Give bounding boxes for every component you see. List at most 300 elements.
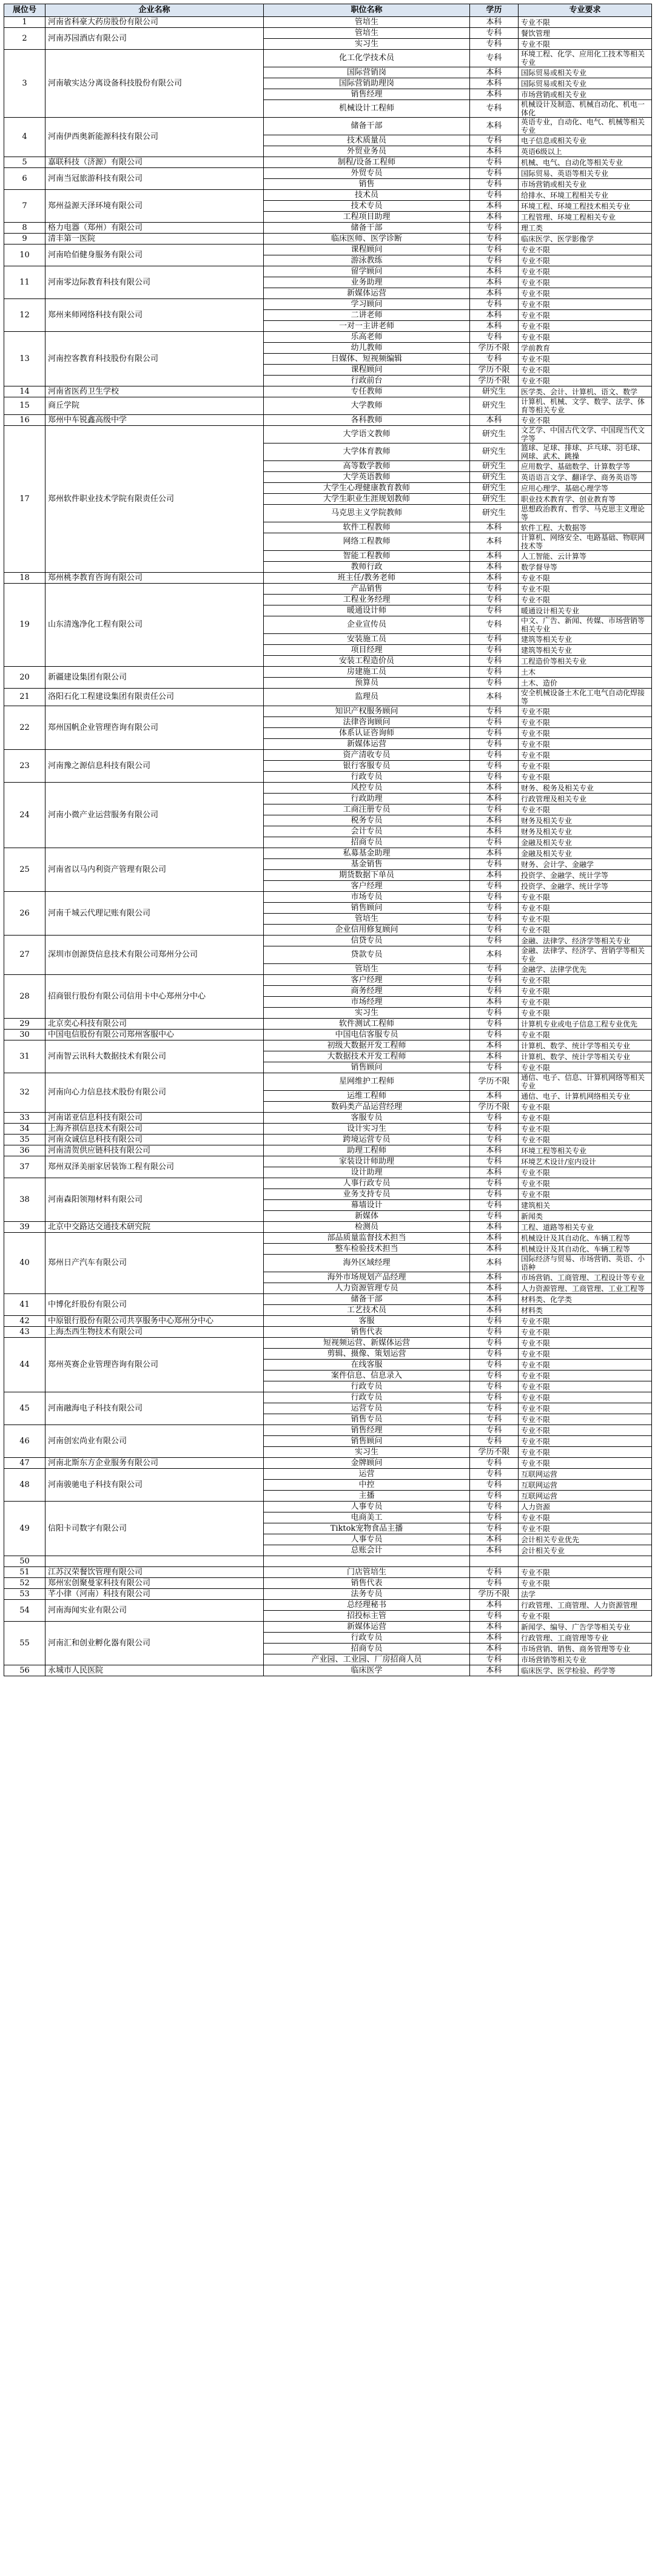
table-body	[4, 17, 652, 1676]
position-name: 设计实习生	[264, 1124, 470, 1135]
booth-number: 5	[4, 157, 45, 168]
major-requirement: 行政管理、工商管理、人力资源管理	[519, 1600, 652, 1611]
position-name: 法务专员	[264, 1589, 470, 1600]
major-requirement: 专业不限	[519, 376, 652, 386]
education-requirement: 专科	[470, 706, 519, 717]
table-row	[4, 223, 652, 234]
education-requirement: 本科	[470, 1222, 519, 1233]
education-requirement: 专科	[470, 255, 519, 266]
major-requirement: 专业不限	[519, 1124, 652, 1135]
position-name: 体系认证咨询师	[264, 728, 470, 739]
company-name: 河南豫之源信息科技有限公司	[45, 750, 264, 783]
major-requirement: 行政管理及相关专业	[519, 794, 652, 804]
company-name: 河南省以马内利资产管理有限公司	[45, 848, 264, 892]
major-requirement: 专业不限	[519, 804, 652, 815]
booth-number: 53	[4, 1589, 45, 1600]
table-row	[4, 299, 652, 310]
education-requirement: 专科	[470, 1480, 519, 1491]
education-requirement: 专科	[470, 678, 519, 689]
major-requirement: 专业不限	[519, 1062, 652, 1073]
major-requirement: 工程管理、环境工程相关专业	[519, 212, 652, 223]
major-requirement: 建筑相关	[519, 1200, 652, 1211]
header-major-requirement: 专业要求	[519, 4, 652, 17]
education-requirement: 研究生	[470, 397, 519, 415]
major-requirement: 计算机、机械、文学、数学、法学、体育等相关专业	[519, 397, 652, 415]
major-requirement: 软件工程、大数据等	[519, 522, 652, 533]
company-name: 河南苏园酒店有限公司	[45, 28, 264, 50]
position-name: 课程顾问	[264, 244, 470, 255]
position-name: 星网维护工程师	[264, 1073, 470, 1091]
education-requirement: 本科	[470, 1167, 519, 1178]
table-row	[4, 1567, 652, 1578]
position-name: 法律咨询顾问	[264, 717, 470, 728]
education-requirement: 专科	[470, 1371, 519, 1381]
booth-number: 46	[4, 1425, 45, 1458]
company-name: 北京中交路达交通技术研究院	[45, 1222, 264, 1233]
major-requirement: 篮球、足球、排球、乒乓球、羽毛球、网球、武术、跳操	[519, 443, 652, 461]
position-name: 一对一主讲老师	[264, 321, 470, 332]
position-name: 技术员	[264, 190, 470, 201]
booth-number: 26	[4, 892, 45, 936]
education-requirement: 专科	[470, 964, 519, 975]
position-name: 企业信用修复顾问	[264, 925, 470, 936]
major-requirement: 中文、广告、新闻、传媒、市场营销等相关专业	[519, 616, 652, 634]
education-requirement: 本科	[470, 118, 519, 135]
position-name: 海外市场规划产品经理	[264, 1272, 470, 1283]
company-name: 郑州来师网络科技有限公司	[45, 299, 264, 332]
education-requirement: 本科	[470, 997, 519, 1008]
booth-number: 3	[4, 50, 45, 118]
education-requirement: 本科	[470, 1233, 519, 1244]
position-name: 幼儿教师	[264, 343, 470, 354]
position-name: 知识产权服务顾问	[264, 706, 470, 717]
major-requirement: 专业不限	[519, 986, 652, 997]
table-row	[4, 1458, 652, 1469]
table-row	[4, 244, 652, 255]
booth-number: 49	[4, 1502, 45, 1556]
education-requirement: 专科	[470, 1316, 519, 1327]
major-requirement: 专业不限	[519, 1102, 652, 1113]
position-name: 工程项目助理	[264, 212, 470, 223]
major-requirement: 专业不限	[519, 1178, 652, 1189]
major-requirement: 英语专业，自动化、电气、机械等相关专业	[519, 118, 652, 135]
education-requirement: 本科	[470, 1545, 519, 1556]
education-requirement: 本科	[470, 1633, 519, 1644]
company-name: 郑州宏创聚曼家科技有限公司	[45, 1578, 264, 1589]
company-name: 信阳卡司数字有限公司	[45, 1502, 264, 1556]
education-requirement: 本科	[470, 146, 519, 157]
education-requirement: 本科	[470, 321, 519, 332]
education-requirement: 学历不限	[470, 1102, 519, 1113]
education-requirement: 本科	[470, 1534, 519, 1545]
position-name: 销售代表	[264, 1578, 470, 1589]
education-requirement: 研究生	[470, 443, 519, 461]
booth-number: 44	[4, 1338, 45, 1392]
position-name: 智能工程教师	[264, 551, 470, 562]
education-requirement: 专科	[470, 772, 519, 783]
company-name: 中原银行股份有限公司共享服务中心郑州分中心	[45, 1316, 264, 1327]
table-row	[4, 1040, 652, 1051]
education-requirement: 专科	[470, 1403, 519, 1414]
major-requirement: 法学	[519, 1589, 652, 1600]
position-name: 项目经理	[264, 645, 470, 656]
education-requirement: 本科	[470, 1051, 519, 1062]
major-requirement: 临床医学、医学检验、药学等	[519, 1665, 652, 1676]
major-requirement: 安全机械设备土木化工电气自动化焊接等	[519, 689, 652, 706]
position-name: 销售经理	[264, 89, 470, 100]
table-row	[4, 783, 652, 794]
booth-number: 20	[4, 667, 45, 689]
company-name: 郑州桃李教育咨询有限公司	[45, 573, 264, 584]
table-row	[4, 706, 652, 717]
education-requirement: 专科	[470, 656, 519, 667]
education-requirement: 专科	[470, 135, 519, 146]
position-name: 行政助理	[264, 794, 470, 804]
position-name: 大学生职业生涯规划教师	[264, 494, 470, 505]
position-name: 数码类产品运营经理	[264, 1102, 470, 1113]
education-requirement: 学历不限	[470, 343, 519, 354]
position-name: 商务经理	[264, 986, 470, 997]
major-requirement: 金融学、法律学优先	[519, 964, 652, 975]
table-row	[4, 415, 652, 426]
position-name: 各科教师	[264, 415, 470, 426]
major-requirement: 职业技术教育学、创业教育等	[519, 494, 652, 505]
position-name: 剪辑、摄像、策划运营	[264, 1349, 470, 1360]
education-requirement: 专科	[470, 190, 519, 201]
company-name: 河南省医药卫生学校	[45, 386, 264, 397]
booth-number: 15	[4, 397, 45, 415]
position-name: 私募基金助理	[264, 848, 470, 859]
major-requirement: 专业不限	[519, 310, 652, 321]
major-requirement: 工程造价等相关专业	[519, 656, 652, 667]
position-name: 门店管培生	[264, 1567, 470, 1578]
major-requirement: 专业不限	[519, 1403, 652, 1414]
position-name: 大学语文教师	[264, 426, 470, 443]
table-row	[4, 936, 652, 946]
table-row	[4, 1600, 652, 1611]
company-name: 洛阳石化工程建设集团有限责任公司	[45, 689, 264, 706]
education-requirement: 专科	[470, 1578, 519, 1589]
table-row	[4, 584, 652, 595]
major-requirement: 材料类、化学类	[519, 1294, 652, 1305]
education-requirement: 本科	[470, 1255, 519, 1272]
position-name: 产品销售	[264, 584, 470, 595]
education-requirement: 专科	[470, 728, 519, 739]
company-name: 河南北斯东方企业服务有限公司	[45, 1458, 264, 1469]
table-row	[4, 1145, 652, 1156]
booth-number: 40	[4, 1233, 45, 1294]
major-requirement: 数学督导等	[519, 562, 652, 573]
major-requirement: 材料类	[519, 1305, 652, 1316]
major-requirement: 市场营销或相关专业	[519, 179, 652, 190]
major-requirement: 专业不限	[519, 1189, 652, 1200]
position-name: 行政专员	[264, 1392, 470, 1403]
major-requirement: 财务及相关专业	[519, 826, 652, 837]
position-name: 部品质量监督技术担当	[264, 1233, 470, 1244]
company-name: 中国电信股份有限公司郑州客服中心	[45, 1030, 264, 1040]
major-requirement: 专业不限	[519, 1360, 652, 1371]
education-requirement: 专科	[470, 28, 519, 39]
company-name: 嘉联科技（济源）有限公司	[45, 157, 264, 168]
position-name: 临床医学	[264, 1665, 470, 1676]
education-requirement: 专科	[470, 1124, 519, 1135]
booth-number: 29	[4, 1019, 45, 1030]
table-row	[4, 1113, 652, 1124]
major-requirement: 专业不限	[519, 354, 652, 365]
company-name: 郑州英赛企业管理咨询有限公司	[45, 1338, 264, 1392]
table-row	[4, 332, 652, 343]
education-requirement: 专科	[470, 903, 519, 914]
major-requirement: 专业不限	[519, 1425, 652, 1436]
major-requirement: 专业不限	[519, 365, 652, 376]
education-requirement: 本科	[470, 1244, 519, 1255]
table-row	[4, 689, 652, 706]
major-requirement: 专业不限	[519, 717, 652, 728]
company-name: 新疆建设集团有限公司	[45, 667, 264, 689]
booth-number: 56	[4, 1665, 45, 1676]
position-name: 业务助理	[264, 277, 470, 288]
position-name: 新媒体运营	[264, 1622, 470, 1633]
booth-number: 23	[4, 750, 45, 783]
company-name: 河南哈佰健身服务有限公司	[45, 244, 264, 266]
major-requirement: 专业不限	[519, 1167, 652, 1178]
major-requirement: 专业不限	[519, 1447, 652, 1458]
table-row	[4, 234, 652, 244]
education-requirement: 本科	[470, 562, 519, 573]
education-requirement: 本科	[470, 1305, 519, 1316]
education-requirement: 本科	[470, 551, 519, 562]
education-requirement: 专科	[470, 1491, 519, 1502]
position-name: 信贷专员	[264, 936, 470, 946]
major-requirement: 专业不限	[519, 1349, 652, 1360]
education-requirement: 本科	[470, 288, 519, 299]
company-name: 郑州中车锐鑫高级中学	[45, 415, 264, 426]
table-row	[4, 50, 652, 67]
education-requirement: 专科	[470, 1611, 519, 1622]
header-education: 学历	[470, 4, 519, 17]
position-name: 电商美工	[264, 1512, 470, 1523]
education-requirement: 研究生	[470, 494, 519, 505]
major-requirement: 计算机、数学、统计学等相关专业	[519, 1040, 652, 1051]
education-requirement: 专科	[470, 1502, 519, 1512]
education-requirement: 专科	[470, 1113, 519, 1124]
booth-number: 32	[4, 1073, 45, 1113]
position-name: 工商注册专员	[264, 804, 470, 815]
table-row	[4, 1222, 652, 1233]
position-name: 工程业务经理	[264, 595, 470, 605]
position-name: 行政专员	[264, 772, 470, 783]
major-requirement: 专业不限	[519, 772, 652, 783]
position-name: 销售顾问	[264, 903, 470, 914]
major-requirement: 建筑等相关专业	[519, 645, 652, 656]
position-name: 日媒体、短视频编辑	[264, 354, 470, 365]
table-row	[4, 1338, 652, 1349]
booth-number: 13	[4, 332, 45, 386]
major-requirement: 土木、造价	[519, 678, 652, 689]
major-requirement: 国际贸易或相关专业	[519, 67, 652, 78]
position-name: 短视频运营、新媒体运营	[264, 1338, 470, 1349]
education-requirement: 学历不限	[470, 376, 519, 386]
position-name: 课程顾问	[264, 365, 470, 376]
education-requirement: 专科	[470, 1327, 519, 1338]
position-name: 大学生心理健康教育教师	[264, 483, 470, 494]
education-requirement: 专科	[470, 1392, 519, 1403]
position-name: 新媒体	[264, 1211, 470, 1222]
table-row	[4, 397, 652, 415]
major-requirement: 文艺学、中国古代文学、中国现当代文学等	[519, 426, 652, 443]
position-name: 期货数据下单员	[264, 870, 470, 881]
table-row	[4, 1030, 652, 1040]
position-name: 案件信息、信息录入	[264, 1371, 470, 1381]
major-requirement: 市场营销等相关专业	[519, 1654, 652, 1665]
position-name: 行政前台	[264, 376, 470, 386]
education-requirement: 本科	[470, 212, 519, 223]
major-requirement: 专业不限	[519, 1327, 652, 1338]
major-requirement: 专业不限	[519, 1381, 652, 1392]
booth-number: 10	[4, 244, 45, 266]
major-requirement: 专业不限	[519, 728, 652, 739]
education-requirement: 学历不限	[470, 365, 519, 376]
major-requirement: 专业不限	[519, 1436, 652, 1447]
major-requirement: 专业不限	[519, 1030, 652, 1040]
major-requirement: 投资学、金融学、统计学等	[519, 870, 652, 881]
education-requirement: 专科	[470, 804, 519, 815]
education-requirement: 专科	[470, 1512, 519, 1523]
position-name: 机械设计工程师	[264, 100, 470, 118]
company-name: 河南骏驰电子科技有限公司	[45, 1469, 264, 1502]
position-name: 行政专员	[264, 1381, 470, 1392]
major-requirement: 专业不限	[519, 914, 652, 925]
position-name: 海外区域经理	[264, 1255, 470, 1272]
position-name: 跨境运营专员	[264, 1135, 470, 1145]
position-name: 设计助理	[264, 1167, 470, 1178]
major-requirement: 通信、电子、信息、计算机网络等相关专业	[519, 1073, 652, 1091]
table-row	[4, 386, 652, 397]
major-requirement: 会计相关专业	[519, 1545, 652, 1556]
education-requirement: 本科	[470, 815, 519, 826]
education-requirement: 专科	[470, 1654, 519, 1665]
company-name: 河南汇和创业孵化器有限公司	[45, 1622, 264, 1665]
position-name: 初级大数据开发工程师	[264, 1040, 470, 1051]
booth-number: 42	[4, 1316, 45, 1327]
booth-number: 2	[4, 28, 45, 50]
position-name: 客户经理	[264, 881, 470, 892]
education-requirement: 专科	[470, 1458, 519, 1469]
major-requirement: 英语6级以上	[519, 146, 652, 157]
education-requirement: 专科	[470, 1360, 519, 1371]
company-name: 郑州双泽美丽家居装饰工程有限公司	[45, 1156, 264, 1178]
major-requirement: 专业不限	[519, 750, 652, 761]
major-requirement: 理工类	[519, 223, 652, 234]
major-requirement: 专业不限	[519, 1135, 652, 1145]
major-requirement: 环境工程、环境工程技术相关专业	[519, 201, 652, 212]
position-name: 运营专员	[264, 1403, 470, 1414]
booth-number: 6	[4, 168, 45, 190]
education-requirement: 本科	[470, 870, 519, 881]
major-requirement: 金融及相关专业	[519, 848, 652, 859]
position-name: 实习生	[264, 39, 470, 50]
position-name: 招商专员	[264, 837, 470, 848]
major-requirement: 国际贸易或相关专业	[519, 78, 652, 89]
position-name: 化工化学技术员	[264, 50, 470, 67]
table-row	[4, 848, 652, 859]
company-name: 上海齐祺信息技术有限公司	[45, 1124, 264, 1135]
major-requirement: 会计相关专业优先	[519, 1534, 652, 1545]
position-name: 总经理秘书	[264, 1600, 470, 1611]
education-requirement: 专科	[470, 1381, 519, 1392]
major-requirement: 人工智能、云计算等	[519, 551, 652, 562]
position-name: 留学顾问	[264, 266, 470, 277]
booth-number: 19	[4, 584, 45, 667]
table-row	[4, 1502, 652, 1512]
position-name: 运维工程师	[264, 1091, 470, 1102]
position-name: 客户经理	[264, 975, 470, 986]
position-name: 检测员	[264, 1222, 470, 1233]
education-requirement: 专科	[470, 39, 519, 50]
booth-number: 11	[4, 266, 45, 299]
position-name: 班主任/教务老师	[264, 573, 470, 584]
major-requirement: 专业不限	[519, 1338, 652, 1349]
position-name: 大学教师	[264, 397, 470, 415]
table-row	[4, 667, 652, 678]
major-requirement: 应用心理学、基础心理学等	[519, 483, 652, 494]
table-row	[4, 1578, 652, 1589]
major-requirement: 机械设计及其自动化、车辆工程等	[519, 1244, 652, 1255]
booth-number: 7	[4, 190, 45, 223]
education-requirement: 本科	[470, 415, 519, 426]
position-name: 技术质量员	[264, 135, 470, 146]
company-name: 深圳市创源贷信息技术有限公司郑州分公司	[45, 936, 264, 975]
education-requirement: 本科	[470, 1600, 519, 1611]
company-name: 河南智云讯科大数据技术有限公司	[45, 1040, 264, 1073]
education-requirement: 本科	[470, 533, 519, 551]
booth-number: 33	[4, 1113, 45, 1124]
major-requirement: 专业不限	[519, 925, 652, 936]
position-name: 国际营销岗	[264, 67, 470, 78]
table-row	[4, 1665, 652, 1676]
major-requirement: 机械、电气、自动化等相关专业	[519, 157, 652, 168]
booth-number: 22	[4, 706, 45, 750]
booth-number: 48	[4, 1469, 45, 1502]
position-name: 外贸专员	[264, 168, 470, 179]
booth-number: 41	[4, 1294, 45, 1316]
education-requirement: 专科	[470, 50, 519, 67]
position-name: 技术专员	[264, 201, 470, 212]
position-name: 安装工程造价员	[264, 656, 470, 667]
major-requirement: 电子信息或相关专业	[519, 135, 652, 146]
booth-number: 17	[4, 426, 45, 573]
major-requirement	[519, 1556, 652, 1567]
company-name: 郑州国帆企业管理咨询有限公司	[45, 706, 264, 750]
education-requirement: 专科	[470, 634, 519, 645]
company-name: 河南零边际教育科技有限公司	[45, 266, 264, 299]
position-name: 储备干部	[264, 223, 470, 234]
table-row	[4, 1425, 652, 1436]
major-requirement: 专业不限	[519, 277, 652, 288]
company-name: 河南融海电子科技有限公司	[45, 1392, 264, 1425]
company-name: 河南敏实达分离设备科技股份有限公司	[45, 50, 264, 118]
position-name: 国际营销助理岗	[264, 78, 470, 89]
major-requirement: 土木	[519, 667, 652, 678]
position-name: 临床医师、医学诊断	[264, 234, 470, 244]
major-requirement: 专业不限	[519, 1371, 652, 1381]
major-requirement: 新闻学、编导、广告学等相关专业	[519, 1622, 652, 1633]
education-requirement: 本科	[470, 573, 519, 584]
education-requirement	[470, 1556, 519, 1567]
position-name: 在线客服	[264, 1360, 470, 1371]
education-requirement: 研究生	[470, 472, 519, 483]
education-requirement: 本科	[470, 826, 519, 837]
